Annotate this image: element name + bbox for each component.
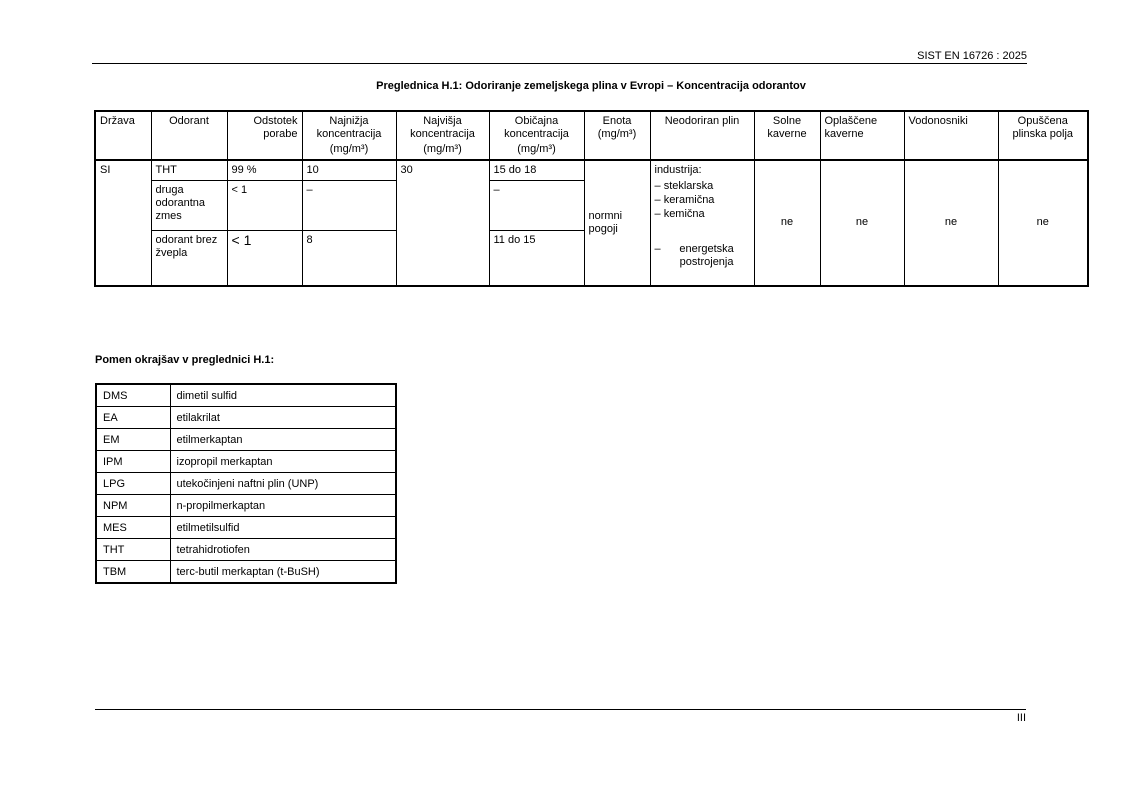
industry-list — [655, 179, 750, 221]
header-odorant: Odorant — [151, 111, 227, 160]
header-najnizja — [302, 111, 396, 160]
oplascene-cell: ne — [820, 160, 904, 286]
list-item-last-text: energetska postrojenja — [679, 243, 734, 268]
country-cell: SI — [95, 160, 151, 286]
najvisja-cell: 30 — [396, 160, 489, 286]
najnizja-cell: 10 — [302, 160, 396, 181]
table-caption: Preglednica H.1: Odoriranje zemeljskega plina v Evropi – Koncentracija odorantov — [376, 80, 806, 92]
table-row — [96, 561, 396, 584]
abbr-cell: NPM — [96, 495, 170, 517]
odorant-cell: THT — [151, 160, 227, 181]
obicajna-cell: 11 do 15 — [489, 231, 584, 286]
table-row — [96, 429, 396, 451]
obicajna-cell: 15 do 18 — [489, 160, 584, 181]
document-code: SIST EN 16726 : 2025 — [917, 50, 1027, 62]
abbr-cell: EA — [96, 407, 170, 429]
list-item: – kemična — [655, 207, 750, 221]
footer-divider — [95, 709, 1026, 710]
header-najvisja — [396, 111, 489, 160]
table-row — [95, 160, 1088, 181]
header-solne: Solne kaverne — [754, 111, 820, 160]
table-row — [96, 517, 396, 539]
dash-glyph: – — [654, 243, 664, 255]
list-item: – keramična — [655, 193, 750, 207]
header-divider — [92, 63, 1027, 64]
odorant-cell: odorant brez žvepla — [151, 231, 227, 286]
table-row — [96, 473, 396, 495]
header-enota: Enota (mg/m³) — [584, 111, 650, 160]
neodoriran-cell — [650, 160, 754, 286]
solne-cell: ne — [754, 160, 820, 286]
table-row — [96, 451, 396, 473]
abbr-cell: IPM — [96, 451, 170, 473]
header-najvisja-label: Najvišja koncentracija — [410, 115, 475, 140]
abbr-cell: LPG — [96, 473, 170, 495]
obicajna-cell: – — [489, 181, 584, 231]
meaning-cell: izopropil merkaptan — [170, 451, 396, 473]
odstotek-cell: < 1 — [227, 231, 302, 286]
abbr-cell: THT — [96, 539, 170, 561]
list-item-last — [655, 243, 750, 269]
neodoriran-label: industrija: — [654, 164, 702, 176]
header-vodonosniki: Vodonosniki — [904, 111, 998, 160]
header-obicajna-unit: (mg/m³) — [517, 143, 556, 155]
abbr-cell: MES — [96, 517, 170, 539]
meaning-cell: tetrahidrotiofen — [170, 539, 396, 561]
abbreviations-table — [95, 383, 397, 584]
odstotek-cell: < 1 — [227, 181, 302, 231]
meaning-cell: n-propilmerkaptan — [170, 495, 396, 517]
abbreviations-title: Pomen okrajšav v preglednici H.1: — [95, 354, 275, 366]
header-obicajna-label: Običajna koncentracija — [504, 115, 569, 140]
meaning-cell: utekočinjeni naftni plin (UNP) — [170, 473, 396, 495]
opuscena-cell: ne — [998, 160, 1088, 286]
list-item: – steklarska — [655, 179, 750, 193]
header-oplascene: Oplaščene kaverne — [820, 111, 904, 160]
header-najvisja-unit: (mg/m³) — [423, 143, 462, 155]
header-neodoriran: Neodoriran plin — [650, 111, 754, 160]
odstotek-cell: 99 % — [227, 160, 302, 181]
najnizja-cell: 8 — [302, 231, 396, 286]
enota-cell: normni pogoji — [584, 160, 650, 286]
header-opuscena: Opuščena plinska polja — [998, 111, 1088, 160]
page-number: III — [1016, 712, 1026, 724]
meaning-cell: dimetil sulfid — [170, 384, 396, 407]
header-odstotek: Odstotek porabe — [227, 111, 302, 160]
table-header-row — [95, 111, 1088, 160]
meaning-cell: terc-butil merkaptan (t-BuSH) — [170, 561, 396, 584]
abbr-cell: DMS — [96, 384, 170, 407]
meaning-cell: etilakrilat — [170, 407, 396, 429]
meaning-cell: etilmerkaptan — [170, 429, 396, 451]
abbr-cell: TBM — [96, 561, 170, 584]
header-najnizja-unit: (mg/m³) — [329, 143, 369, 155]
table-row — [96, 407, 396, 429]
najnizja-cell: – — [302, 181, 396, 231]
odorant-concentration-table — [94, 110, 1089, 287]
abbr-cell: EM — [96, 429, 170, 451]
table-row — [96, 384, 396, 407]
meaning-cell: etilmetilsulfid — [170, 517, 396, 539]
header-obicajna — [489, 111, 584, 160]
table-row — [96, 495, 396, 517]
odorant-cell: druga odorantna zmes — [151, 181, 227, 231]
header-najnizja-label: Najnižja koncentracija — [316, 115, 382, 140]
header-drzava: Država — [95, 111, 151, 160]
table-row — [96, 539, 396, 561]
vodonosniki-cell: ne — [904, 160, 998, 286]
